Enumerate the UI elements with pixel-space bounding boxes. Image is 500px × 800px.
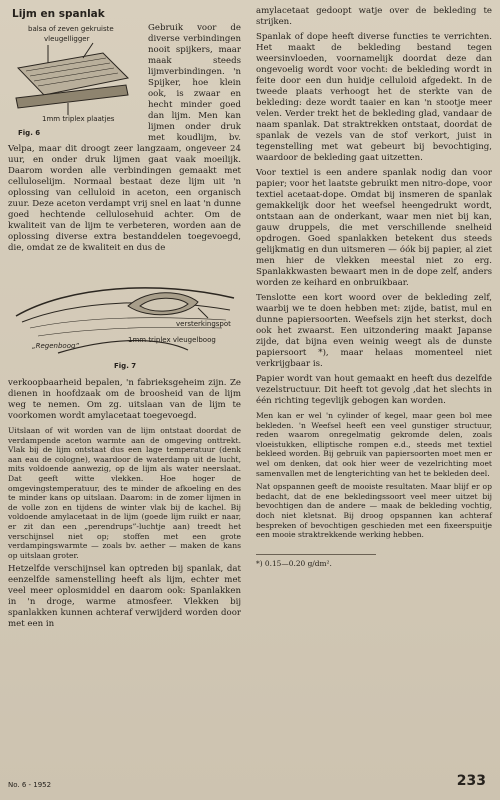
left-column <box>8 6 241 634</box>
fig6-label-top1: balsa of zeven gekruiste <box>28 25 114 33</box>
small-print-block <box>8 426 241 560</box>
small-paragraph: Uitslaan of wit worden van de lijm ontstaat doordat de verdampende aceton warmte aan de omgeving onttrekt. Vlak bij de lijm ontstaat dus een lage temperatuur (denk aan eau de cologne), waardoor de waterdamp uit de lucht, mits voldoende aanwezig, op de lijm als water neerslaat. Dat geeft witte vlekken. Hoe hoger de omgevingstemperatuur, des te minder de afkoeling en des te minder kans op uitslaan. Daarom: in de zomer lijmen in de volle zon en tijdens de winter vlak bij de kachel. Bij voldoende amylacetaat in de lijm (goede lijm ruikt er naar, er zit dan een „perendrups”-luchtje aan) treedt het verschijnsel niet op; stoffen met een grote verdampingswarmte — zoals bv. aether — maken de kans op uitslaan groter. <box>8 426 241 560</box>
fig7-label-a: versterkingspot <box>176 320 231 328</box>
paragraph: amylacetaat gedoopt watje over de bekleding te strijken. <box>256 6 492 27</box>
small-paragraph: Nat opspannen geeft de mooiste resultaten. Maar blijf er op bedacht, dat de ene bekledingssoort veel meer uitzet bij bevochtigen dan de andere — maak de bekleding vochtig, doch niet kletsnat. Bij droog opspannen kan achteraf bespreken of bevochtigen geschieden met een fixeerspuitje een mooie straktrekkende werking hebben. <box>256 482 492 540</box>
paragraph: Tenslotte een kort woord over de bekleding zelf, waarbij we te doen hebben met: zijde, batist, mul en dunne papiersoorten. Weefsels zijn het sterkst, doch ook het zwaarst. Een uitzondering maakt Japanse zijde, dat bijna even weinig weegt als de dunste papiersoort *), maar helaas momenteel niet verkrijgbaar is. <box>256 293 492 369</box>
issue-label: No. 6 - 1952 <box>8 781 52 789</box>
paragraph: Hetzelfde verschijnsel kan optreden bij spanlak, dat eenzelfde samenstelling heeft als lijm, echter met veel meer oplosmiddel en daarom ook: Spanlakken in 'n droge, warme atmosfeer. Vlekken bij spanlakken kunnen achteraf verwijderd worden door met een in <box>8 564 241 630</box>
paragraph: Papier wordt van hout gemaakt en heeft dus dezelfde vezelstructuur. Dit heeft tot gevolg ,dat het slechts in één richting tegevlijk gebogen kan worden. <box>256 374 492 406</box>
fig6-label-bottom: 1mm triplex plaatjes <box>42 115 115 123</box>
page-number: 233 <box>456 773 486 789</box>
fig6-label-top2: vleugelligger <box>44 35 90 43</box>
figure-6 <box>8 23 144 139</box>
fig7-caption: Fig. 7 <box>114 362 137 370</box>
right-column <box>256 6 492 568</box>
fig7-label-b: 1mm triplex vleugelboog <box>128 336 216 344</box>
figure-7 <box>8 258 240 374</box>
paragraph: Spanlak of dope heeft diverse functies te verrichten. Het maakt de bekleding bestand tegen weersinvloeden, voornamelijk doordat deze dan ongevoelig wordt voor vocht: de bekleding wordt in feite door een dun huidje celluloid afgedekt. In de tweede plaats verhoogt het de sterkte van de bekleding: deze wordt taaier en kan 'n stootje meer velen. Verder trekt het de bekleding glad, vandaar de naam spanlak. Dat straktrekken ontstaat, doordat de spanlak de vezels van de stof verkort, juist in tegenstelling met wat gebeurt bij bevochtiging, waardoor de bekleding gaat uitzetten. <box>256 32 492 163</box>
small-paragraph: Men kan er wel 'n cylinder of kegel, maar geen bol mee bekleden. 'n Weefsel heeft een veel gunstiger structuur, reden waarom onregelmatig gekromde delen, zoals vloeistukken, elliptische rompen e.d., steeds met textiel bekleed worden. Bij gebruik van papiersoorten moet men er wel om denken, dat ook hier weer de vezelrichting moet samenvallen met de lengterichting van het te bekleden deel. <box>256 411 492 478</box>
fig6-caption: Fig. 6 <box>18 129 41 137</box>
paragraph: Gebruik voor de diverse verbindingen nooit spijkers, maar maak steeds lijmverbindingen. 'n Spijker, hoe klein ook, is zwaar en hecht minder goed dan lijm. Men kan lijmen onder druk met koudlijm, bv. Velpa, maar dit droogt zeer langzaam, ongeveer 24 uur, en onder druk lijmen gaat vaak moeilijk. Daarom worden alle verbindingen gemaakt met celluloselijm. Normaal bestaat deze lijm uit 'n oplossing van celluloid in aceton, een organisch zuur. Deze aceton verdampt vrij snel en laat 'n dunne goed hechtende cellulosehuid achter. Om de kwaliteit van de lijm te verbeteren, worden aan de oplossing diverse extra bestanddelen toegevoegd, die, omdat ze de kwaliteit en dus de <box>8 23 241 253</box>
paragraph: verkoopbaarheid bepalen, 'n fabrieksgeheim zijn. Ze dienen in hoofdzaak om de broosheid van de lijm weg te nemen. Om zg. uitslaan van de lijm te voorkomen wordt amylacetaat toegevoegd. <box>8 378 241 421</box>
fig7-label-c: „Regenboog” <box>32 342 80 350</box>
small-print-block <box>256 411 492 540</box>
figure-7-drawing <box>8 258 240 374</box>
article-title: Lijm en spanlak <box>12 8 105 20</box>
footnote: *) 0.15—0.20 g/dm². <box>256 554 376 568</box>
paragraph: Voor textiel is een andere spanlak nodig dan voor papier; voor het laatste gebruikt men nitro-dope, voor textiel acetaat-dope. Omdat bij insmeren de spanlak gemakkelijk door het weefsel heengedrukt wordt, ontstaan aan de onderkant, waar men niet bij kan, gauw druppels, die met verschillende snelheid opdrogen. Goed spanlakken betekent dus steeds gelijkmatig en dun uitsmeren — óók bij papier, al ziet men hier de vlekken meestal niet zo erg. Spanlakkwasten bewaart men in de dope zelf, anders worden ze keihard en onbruikbaar. <box>256 168 493 288</box>
